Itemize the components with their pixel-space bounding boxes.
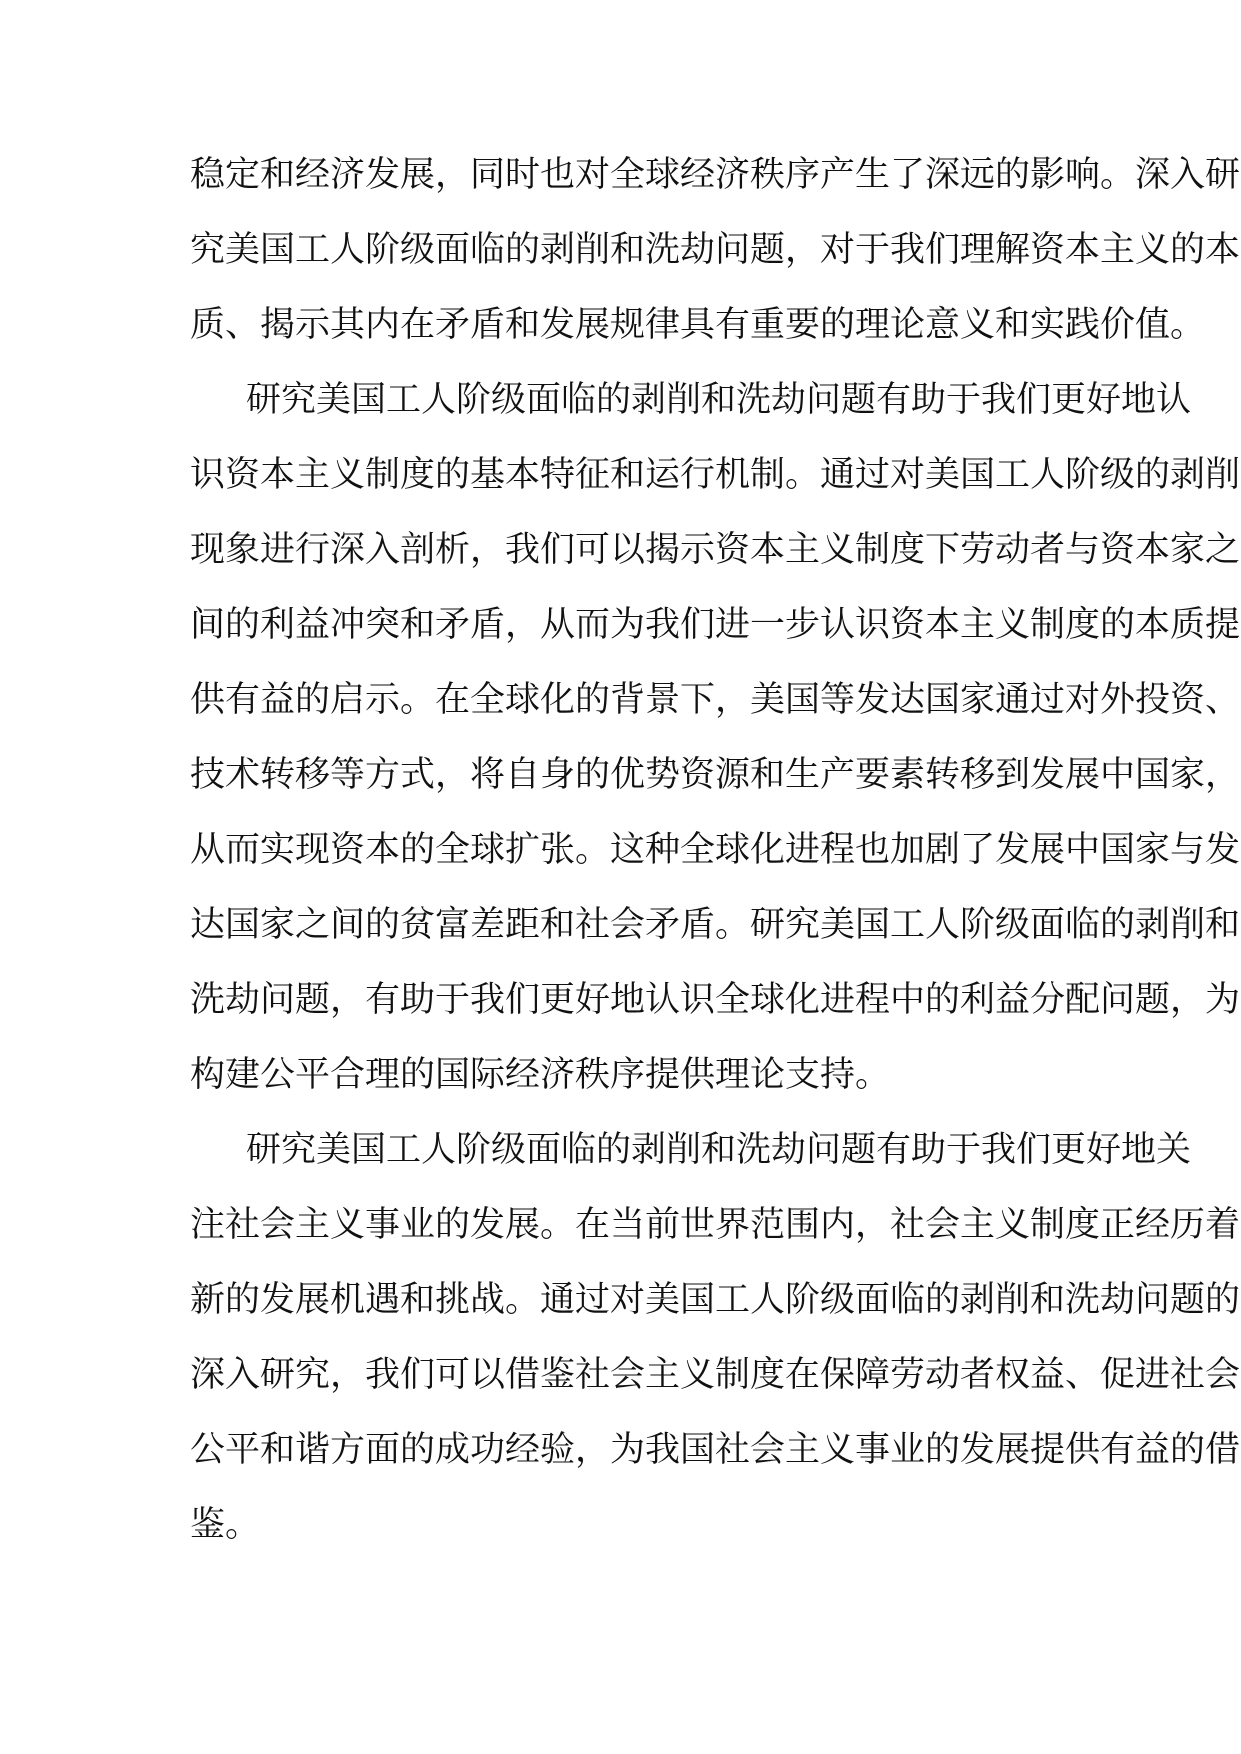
text-line: 洗劫问题，有助于我们更好地认识全球化进程中的利益分配问题，为 bbox=[190, 980, 1241, 1020]
paragraph-first-line: 研究美国工人阶级面临的剥削和洗劫问题有助于我们更好地认 bbox=[246, 380, 1192, 420]
text-line: 注社会主义事业的发展。在当前世界范围内，社会主义制度正经历着 bbox=[190, 1205, 1241, 1245]
text-line: 稳定和经济发展，同时也对全球经济秩序产生了深远的影响。深入研 bbox=[190, 155, 1241, 195]
text-line: 究美国工人阶级面临的剥削和洗劫问题，对于我们理解资本主义的本 bbox=[190, 230, 1241, 270]
document-body bbox=[190, 148, 1241, 1573]
text-line: 质、揭示其内在矛盾和发展规律具有重要的理论意义和实践价值。 bbox=[190, 305, 1206, 345]
paragraph-first-line: 研究美国工人阶级面临的剥削和洗劫问题有助于我们更好地关 bbox=[246, 1130, 1192, 1170]
text-line: 达国家之间的贫富差距和社会矛盾。研究美国工人阶级面临的剥削和 bbox=[190, 905, 1241, 945]
text-line: 公平和谐方面的成功经验，为我国社会主义事业的发展提供有益的借 bbox=[190, 1430, 1241, 1470]
text-line: 深入研究，我们可以借鉴社会主义制度在保障劳动者权益、促进社会 bbox=[190, 1355, 1241, 1395]
text-line: 供有益的启示。在全球化的背景下，美国等发达国家通过对外投资、 bbox=[190, 680, 1241, 720]
text-line: 鉴。 bbox=[190, 1505, 261, 1545]
text-line: 新的发展机遇和挑战。通过对美国工人阶级面临的剥削和洗劫问题的 bbox=[190, 1280, 1241, 1320]
text-line: 技术转移等方式，将自身的优势资源和生产要素转移到发展中国家， bbox=[190, 755, 1241, 795]
text-line: 现象进行深入剖析，我们可以揭示资本主义制度下劳动者与资本家之 bbox=[190, 530, 1241, 570]
text-line: 从而实现资本的全球扩张。这种全球化进程也加剧了发展中国家与发 bbox=[190, 830, 1241, 870]
text-line: 识资本主义制度的基本特征和运行机制。通过对美国工人阶级的剥削 bbox=[190, 455, 1241, 495]
text-line: 间的利益冲突和矛盾，从而为我们进一步认识资本主义制度的本质提 bbox=[190, 605, 1241, 645]
text-line: 构建公平合理的国际经济秩序提供理论支持。 bbox=[190, 1055, 891, 1095]
